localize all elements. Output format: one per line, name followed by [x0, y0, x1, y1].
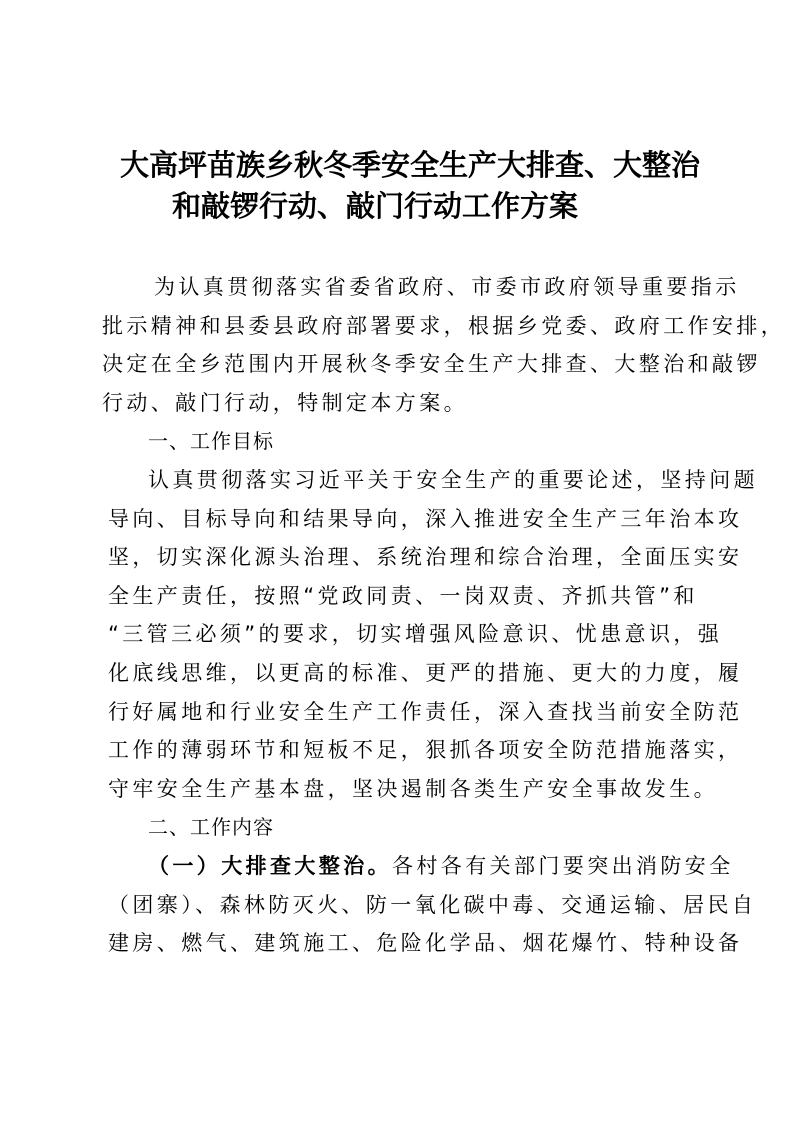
intro-line: 行动、敲门行动，特制定本方案。 — [102, 390, 468, 415]
goals-line: 化底线思维，以更高的标准、更严的措施、更大的力度，履 — [108, 660, 743, 685]
intro-paragraph — [108, 268, 740, 307]
content-line: （团寨）、森林防灭火、防一氧化碳中毒、交通运输、居民自 — [108, 892, 757, 917]
intro-line: 批示精神和县委县政府部署要求，根据乡党委、政府工作安排， — [102, 313, 786, 338]
intro-paragraph-continued — [102, 307, 786, 423]
section-heading-goals: 一、工作目标 — [148, 429, 274, 454]
goals-line: 导向、目标导向和结果导向，深入推进安全生产三年治本攻 — [108, 506, 743, 531]
goals-line: 认真贯彻落实习近平关于安全生产的重要论述，坚持问题 — [148, 467, 758, 492]
goals-paragraph — [108, 461, 758, 808]
content-paragraph — [108, 847, 757, 963]
section-heading-content: 二、工作内容 — [148, 815, 274, 840]
goals-line: 全生产责任，按照“党政同责、一岗双责、齐抓共管”和 — [108, 583, 698, 608]
content-first-line — [108, 847, 734, 886]
subsection-label-inspection: （一）大排查大整治。 — [148, 853, 392, 878]
goals-line: 坚，切实深化源头治理、系统治理和综合治理，全面压实安 — [108, 545, 743, 570]
intro-line: 为认真贯彻落实省委省政府、市委市政府领导重要指示 — [154, 275, 740, 299]
content-first-line-text: 各村各有关部门要突出消防安全 — [392, 853, 734, 878]
document-title-line-1: 大高坪苗族乡秋冬季安全生产大排查、大整治 — [120, 148, 701, 182]
goals-line: 工作的薄弱环节和短板不足，狠抓各项安全防范措施落实， — [108, 738, 743, 763]
goals-line: “三管三必须”的要求，切实增强风险意识、忧患意识，强 — [108, 622, 723, 647]
content-line: 建房、燃气、建筑施工、危险化学品、烟花爆竹、特种设备 — [108, 931, 743, 956]
goals-line: 行好属地和行业安全生产工作责任，深入查找当前安全防范 — [108, 699, 743, 724]
intro-line: 决定在全乡范围内开展秋冬季安全生产大排查、大整治和敲锣 — [102, 352, 761, 377]
document-title-line-2: 和敲锣行动、敲门行动工作方案 — [172, 189, 579, 223]
document-body — [102, 268, 786, 963]
goals-line: 守牢安全生产基本盘，坚决遏制各类生产安全事故发生。 — [108, 776, 718, 801]
